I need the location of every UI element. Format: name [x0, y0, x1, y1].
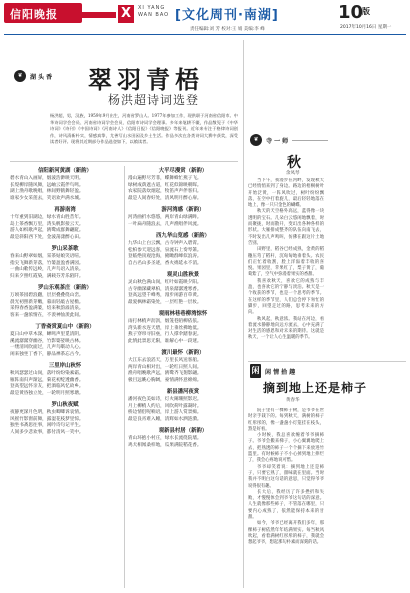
poem-title: 观灵山胜秋景 [166, 272, 200, 278]
divider [10, 161, 238, 162]
poem-line: 湾头新水连天碧，岸上垂丝拂地低。 [128, 325, 202, 331]
poem-line: 月上柳梢人约后，风吹荷叶露凝时。 [128, 403, 202, 409]
poem-line: 夏日山中草木深，蝉鸣声里觅清阴。 [10, 332, 84, 337]
poem-line: 夜静更深月色明，秋虫唧唧诉衷情。 [10, 410, 84, 415]
poem-line: 风摇竹影窗前舞，露湿花枝梦里惊。 [10, 416, 84, 422]
poem [128, 231, 238, 267]
poem-line: 归来夕照红霞染，满载芬芳乐陌阡。 [10, 273, 84, 279]
paragraph: 田野里，稻谷已经成熟，金黄的稻穗压弯了稻秆，沉甸甸地垂着头。农民们正忙着收割，脸上洋溢着丰收的喜悦。果园里，苹果红了，梨子黄了，葡萄紫了，空气中弥漫着果实的香甜。 [248, 247, 324, 278]
poem-line: 登高远望千峰秀，漫步闲游百草黄。 [128, 293, 202, 298]
poem-line: 一叶扁舟随浪去，几声渔唱伴风流。 [128, 221, 202, 227]
poem-line: 最爱枫林霜染处，一层红艳一层妆。 [128, 299, 202, 305]
poem-line: 人间多少悲欢事，都付清风一笑中。 [10, 429, 84, 435]
masthead [0, 0, 410, 36]
paragraph: 长大后，我经历了许多挫折和失败，才慢慢体会到爷爷这句话的深意。人生就像那些柿子，不管落在哪里，只要内心成熟了，依然能保持本来的甘甜。 [248, 489, 324, 521]
x-mark: X [118, 5, 134, 23]
author-intro: 杨洪超，男，汉族，1959年9月出生，河南省罗山人。1977年参加工作，现供职于河南省信阳市。中华诗词学会会员、河南省诗词学会会员、信阳市诗词学会理事。多年来笔耕不辍，作品散见于《中华诗词》《诗刊》《中国诗词》《河南诗人》《信阳日报》《信阳晚报》等报刊。近年来专注于格律诗词创作，诗风清新朴实，情感真挚，尤善写山水田园及乡土生活。作品多次在各类诗词大赛中获奖，深受读者好评。现将其近期部分作品选登如下，以飨读者。 [50, 113, 238, 145]
poem-line: 采得春香盈满篓，焙来秋韵溢清泉。 [10, 306, 84, 311]
article-body [248, 408, 406, 588]
page-number: 10 [338, 2, 364, 23]
poem-title: 游河湾感（新韵） [161, 207, 205, 213]
pinyin-line-1: XI YANG [138, 5, 166, 11]
poem-line: 登临绝顶观沧海，俯瞰群峰似浪涛。 [128, 254, 202, 259]
paragraph: 如今，爷爷已经离开我们多年，那棵柿子树依然年年结满果实。每当秋风吹起，看着满树红彤彤的柿子，我就会想起爷爷，想起那句朴素而深刻的话。 [248, 521, 324, 546]
poem-column-right [128, 166, 238, 588]
article-body [248, 178, 406, 358]
poem [10, 361, 120, 397]
poem-line: 游人如织歌声起，鸥鹭成群舞翩跹。 [10, 228, 84, 233]
poem-line: 松柏参天迎远客，泉流石上奏琴箫。 [128, 247, 202, 253]
article-title: 秋 [287, 155, 301, 171]
feature-column-label: 湖 头 香 [30, 73, 53, 81]
poem [10, 322, 120, 358]
poem-line: 秋风瑟瑟过山岗，落叶纷纷染素霜。 [10, 371, 84, 376]
poem-line: 闲来独坐丁香下，静品禅茶忘古今。 [10, 351, 84, 357]
poem-line: 九华山上白云飘，古寺钟声入碧霄。 [128, 241, 202, 246]
article-author: 余凤琴 [286, 171, 300, 176]
logo-stripe [82, 12, 116, 18]
poem-line: 一缕清风吹面过，几声鸟啭动人心。 [10, 345, 84, 350]
logo-text: 信阳晚报 [10, 8, 58, 21]
paragraph: 秋天的天空格外高远，蓝得像一块透明的宝石。几朵白云悠闲地飘着，时而聚拢，时而散开，变幻出各种各样的形状。大雁排成整齐的队伍向南飞去，不时发出几声鸣叫，仿佛在跟这片土地告别。 [248, 209, 324, 246]
poem [10, 166, 120, 202]
column-mark-icon: 闲 [250, 364, 261, 378]
poem-title: 西九华山览感（新韵） [156, 233, 210, 239]
poem-line: 最是黄昏独立处，一轮明月照寒塘。 [10, 390, 84, 396]
poem-line: 灵山秋色满山岗，红叶如霞映夕阳。 [128, 280, 202, 285]
poem [128, 426, 238, 449]
paragraph: 秋风起，秋意浓。我站在河边，看着流水静静地向远方流去，心中充满了对生活的感恩和对未来的期待。这就是秋天，一个让人心生温暖的季节。 [248, 316, 324, 341]
poem-line: 农家院落炊烟起，牧笛声声伴客归。 [128, 189, 202, 194]
poem-line: 绿树成荫遮古道，红花似锦映朝晖。 [128, 182, 202, 188]
leaf-icon: ❦ [250, 134, 262, 146]
poem-line: 春来山野翠如烟，采茶姑娘笑语喧。 [10, 254, 84, 259]
article-author: 黄春华 [286, 398, 300, 403]
leaf-icon: ❦ [14, 70, 26, 82]
poem-line: 雁阵南归声渐远，菊花初绽透幽香。 [10, 377, 84, 383]
article-title: 摘到地上还是柿子 [263, 381, 368, 395]
poem-line: 鸡犬相闻桑梓地，瓜果满院稻花香。 [128, 442, 202, 448]
poem-line: 自古名山多圣迹，香火绵延永不消。 [128, 260, 202, 266]
poem-title: 大平尽漫赏（新韵） [158, 168, 208, 174]
feature-title: 翠羽青梧 [88, 65, 204, 94]
poem [128, 387, 238, 423]
editors-line: 责任编辑:刘 芳 校对:王 娟 美编:李 峰 [190, 27, 265, 32]
pinyin-logo [138, 5, 169, 19]
paragraph: 小时候，我总喜欢缠着爷爷摘柿子。爷爷会搬来梯子，小心翼翼地爬上去，把熟透的柿子一个个摘下来放进竹篮里。有时候柿子不小心掉到地上摔烂了，我会心疼地说可惜。 [248, 433, 324, 464]
poem-line: 登高望远怀亲友，把酒临风忆故乡。 [10, 384, 84, 389]
poem-line: 古寺幽深藏翠柏，清泉潺潺透寒香。 [128, 286, 202, 292]
divider [124, 166, 125, 588]
poem-title: 罗山采茶歌 [51, 246, 79, 252]
poem-line: 雨打林梢声沥沥，烟笼巷陌柳依依。 [128, 319, 202, 324]
poem-title: 新县潘河夜赏 [166, 389, 200, 395]
poem-title: 渡川最怀（新韵） [161, 350, 205, 356]
poem-line: 湖上渔舟歌晚唱，林间野鹤舞轻盈。 [10, 189, 84, 194]
zhai-column-tag [250, 364, 295, 378]
poem-title: 观新县村居（新韵） [158, 428, 208, 434]
poem-title: 罗山秋夜赋 [51, 402, 79, 408]
poem-line: 最是良宵难入睡，清辉如水洒涟漪。 [128, 416, 202, 422]
divider [243, 40, 244, 588]
poem-line: 晨光初照新芽嫩，暮雨轻敲古屋檐。 [10, 299, 84, 305]
poem [128, 166, 238, 202]
poem-line: 桥边情侣呢喃语，岸上游人赏景痴。 [128, 410, 202, 415]
poem-line: 青山环抱小村庄，绿水长流绕院墙。 [128, 436, 202, 441]
poem-line: 万顷茶园碧浪翻，层层叠叠绕山峦。 [10, 293, 84, 298]
poem [10, 283, 120, 319]
poem-line: 最是人间春好处，清风明月醉心扉。 [128, 195, 202, 201]
poem [128, 270, 238, 306]
paragraph: 我喜欢秋天，喜欢它的成熟与丰盈，也喜欢它的宁静与淡泊。秋天是一个收获的季节，也是一个思考的季节。在这样的季节里，人们总会停下匆忙的脚步，回望走过的路，思考未来的方向。 [248, 278, 324, 316]
pinyin-line-2: WAN BAO [138, 12, 170, 18]
poem-line: 渔舟唱晚歌声远，鸥鹭齐飞翅影翩。 [128, 371, 202, 376]
paragraph: 当下午，我漫步在河畔，发现秋天已经悄悄来到了身边。路边的梧桐树叶开始泛黄，一阵风吹过，树叶纷纷飘落，在空中打着旋儿，最后轻轻地落在地上，像一只只金色的蝴蝶。 [248, 178, 324, 209]
poem-column-left [10, 166, 120, 588]
poem-title: 三里岸山秋怀 [48, 363, 82, 369]
poem-title: 丁香斋赏夏山中（新韵） [35, 324, 95, 330]
header-rule [4, 34, 406, 35]
poem-title: 观雨林巷巷柳湾惊怀 [158, 311, 208, 317]
poem-line: 此情此景思无限，谁解心中一段迷。 [128, 338, 202, 344]
poem-line: 溪流潺潺穿幽谷，竹影婆娑映古林。 [10, 338, 84, 344]
poem-line: 客来一盏浓情在，不羡神仙羡此间。 [10, 312, 84, 318]
poem [10, 244, 120, 280]
paragraph: 院子里有一棵柿子树，是爷爷在世时亲手栽下的。每到秋天，满树的柿子红彤彤的，像一盏盏小灯笼挂在枝头，煞是好看。 [248, 408, 324, 432]
poem [128, 348, 238, 384]
poem-title: 信阳新河黄湖（新韵） [38, 168, 92, 174]
poem-line: 漫山遍野尽芳菲，蝶舞蜂忙燕子飞。 [128, 176, 202, 181]
poem-line: 独坐书斋思往事，闲吟诗句记平生。 [10, 423, 84, 428]
newspaper-logo [4, 3, 82, 23]
divider [248, 361, 406, 362]
page-word: 版 [362, 6, 370, 16]
paragraph: 爷爷却笑着说：摘到地上还是柿子，只要它熟了，甜味就在里面。当时我并不明白这句话的意思，只觉得爷爷说得很有趣。 [248, 464, 324, 489]
poem [128, 205, 238, 228]
poem [128, 309, 238, 345]
poem-line: 指尖飞舞新芽落，竹篓盈盈香满园。 [10, 260, 84, 266]
tag-rule [292, 140, 328, 141]
poem-line: 大江东去浪滔天，万里长风送客船。 [128, 358, 202, 363]
poem [10, 205, 120, 241]
poem-line: 最是斜阳西下处，金波荡漾醉心田。 [10, 234, 84, 240]
poem-line: 十年重到旧湖边，绿水青山胜昔年。 [10, 215, 84, 220]
feature-column-tag [14, 70, 52, 82]
poem-line: 极目远眺心胸阔，豪情满怀意绵绵。 [128, 377, 202, 383]
poem-line: 碧水青山入画屏，烟波浩渺映天明。 [10, 176, 84, 181]
qiu-column-tag [250, 134, 328, 146]
poem [10, 400, 120, 436]
poem-title: 再游南湾 [54, 207, 76, 213]
poem-line: 谁家少女采莲去，笑语欢声满水城。 [10, 195, 84, 201]
poem-line: 潘河夜色美如诗，灯火阑珊照影迟。 [128, 397, 202, 402]
qiu-column-label: 寺 一 师 [266, 137, 289, 145]
poem-line: 河湾曲折水悠悠，两岸青山绿满眸。 [128, 215, 202, 220]
section-title: [文化周刊·南湖] [175, 8, 279, 23]
poem-line: 一曲山歌传远岭，几声鸟语入清泉。 [10, 267, 84, 272]
poem-line: 两岸青山相对出，一轮红日照人间。 [128, 364, 202, 370]
feature-subtitle: 杨洪超诗词选登 [108, 93, 200, 107]
poem-line: 燕子穿帘寻旧垒，行人撑伞踏春泥。 [128, 332, 202, 337]
poem-line: 岛上茶香飘万里，湾头帆影接云天。 [10, 221, 84, 227]
issue-date: 2017年10月16日 星期一 [340, 25, 392, 30]
poem-title: 罗山乐观茶庄（新韵） [38, 285, 92, 291]
zhai-column-label: 闲 情 拾 趣 [265, 368, 296, 376]
poem-line: 长堤柳岸随风舞，远岫云霞伴鸟鸣。 [10, 182, 84, 188]
